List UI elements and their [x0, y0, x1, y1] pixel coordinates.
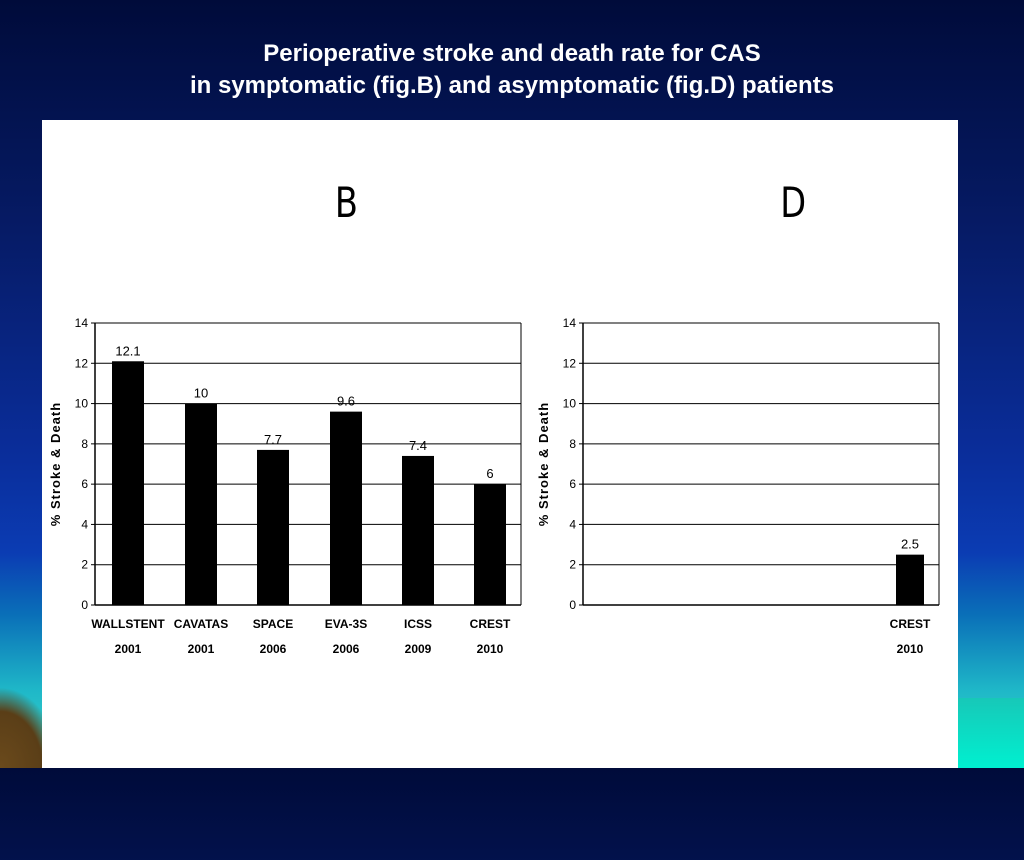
y-tick-label-d-6: 12 — [562, 356, 576, 371]
data-label-d-0: 2.5 — [900, 536, 920, 552]
bar-b-space — [257, 450, 289, 605]
data-label-b-0: 12.1 — [115, 343, 141, 359]
x-tick-label-b-5: CREST — [469, 617, 511, 631]
chart-d — [538, 300, 958, 860]
y-axis-label-d: % Stroke & Death — [536, 401, 551, 527]
y-tick-label-b-1: 2 — [81, 557, 88, 572]
x-tick-label-b-1: CAVATAS — [173, 617, 229, 631]
x-tick-label-d-0: CREST — [889, 617, 931, 631]
bar-b-eva-3s — [330, 412, 362, 605]
y-tick-label-d-2: 4 — [569, 517, 576, 532]
y-tick-label-d-5: 10 — [562, 396, 576, 411]
x-year-label-b-0: 2001 — [114, 642, 142, 656]
x-tick-label-b-0: WALLSTENT — [91, 617, 165, 631]
data-label-b-4: 7.4 — [408, 437, 428, 453]
y-tick-label-d-4: 8 — [569, 436, 576, 451]
bar-b-crest — [474, 484, 506, 605]
figure-panel — [42, 120, 958, 768]
panel-label-d: D — [780, 178, 807, 227]
y-tick-label-d-7: 14 — [562, 316, 576, 330]
slide-title-line2: in symptomatic (fig.B) and asymptomatic (fig.D) patients — [189, 72, 835, 99]
x-year-label-b-2: 2006 — [259, 642, 287, 656]
panel-label-b: B — [334, 178, 358, 227]
bar-b-wallstent — [112, 361, 144, 605]
y-tick-label-b-0: 0 — [81, 598, 88, 612]
data-label-b-2: 7.7 — [263, 431, 283, 447]
chart-b — [42, 300, 522, 860]
data-label-b-3: 9.6 — [336, 393, 356, 409]
bar-d-crest — [896, 555, 924, 605]
slide-title-line1: Perioperative stroke and death rate for CAS — [263, 40, 761, 67]
y-tick-label-b-4: 8 — [81, 436, 88, 451]
y-tick-label-b-3: 6 — [81, 477, 88, 492]
y-tick-label-d-1: 2 — [569, 557, 576, 572]
data-label-b-1: 10 — [193, 385, 209, 401]
x-tick-label-b-4: ICSS — [403, 617, 433, 631]
y-tick-label-d-3: 6 — [569, 477, 576, 492]
y-tick-label-b-2: 4 — [81, 517, 88, 532]
x-year-label-d-0: 2010 — [896, 642, 924, 656]
slide-title — [0, 38, 1024, 102]
x-tick-label-b-2: SPACE — [252, 617, 294, 631]
y-tick-label-b-5: 10 — [74, 396, 88, 411]
bar-b-cavatas — [185, 404, 217, 605]
x-tick-label-b-3: EVA-3S — [324, 617, 368, 631]
bar-b-icss — [402, 456, 434, 605]
y-tick-label-b-7: 14 — [74, 316, 88, 330]
y-axis-label-b: % Stroke & Death — [48, 401, 63, 527]
x-year-label-b-5: 2010 — [476, 642, 504, 656]
x-year-label-b-1: 2001 — [187, 642, 215, 656]
data-label-b-5: 6 — [486, 466, 494, 482]
x-year-label-b-4: 2009 — [404, 642, 432, 656]
y-tick-label-b-6: 12 — [74, 356, 88, 371]
x-year-label-b-3: 2006 — [332, 642, 360, 656]
y-tick-label-d-0: 0 — [569, 598, 576, 612]
